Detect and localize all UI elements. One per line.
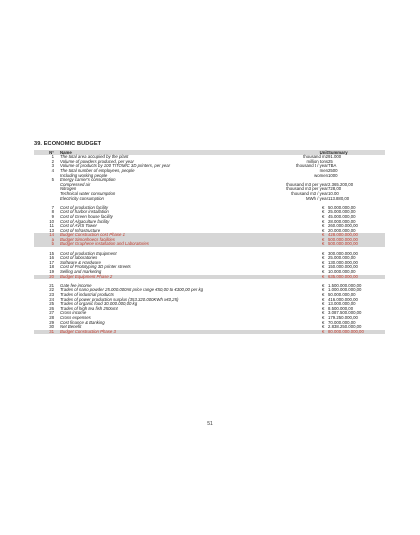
row-name: Volume of products by 100 TITOMIC 3D printers, per year xyxy=(60,163,171,169)
row-currency: € xyxy=(322,204,325,210)
row-number: 20 xyxy=(49,273,54,279)
row-name: Nitrogen xyxy=(60,186,77,192)
row-currency: € xyxy=(322,314,325,320)
row-number: 11 xyxy=(49,223,54,229)
row-number: a xyxy=(51,236,54,242)
row-name: Gate fee income xyxy=(60,282,92,288)
row-value: 1.500.000.000,00 xyxy=(328,282,362,288)
row-currency: € xyxy=(322,250,325,256)
row-name: Cost of harbor installation xyxy=(60,209,109,215)
row-unit: thousand m3 / year xyxy=(291,190,328,196)
row-value: 1.000.000.000,00 xyxy=(328,287,362,293)
row-currency: € xyxy=(322,241,325,247)
row-name: Compressed air xyxy=(60,181,91,187)
row-number: 24 xyxy=(49,296,54,302)
row-value: 45.000.000,00 xyxy=(328,213,356,219)
row-name: Trades of industrial products xyxy=(60,292,114,297)
row-number: 19 xyxy=(49,269,54,275)
row-currency: € xyxy=(322,232,325,238)
row-value: 635.000.000,00 xyxy=(328,273,358,279)
row-name: Cost of production facility xyxy=(60,204,109,210)
row-value: 28.000.000,00 xyxy=(328,218,356,224)
row-value: 113.880,00 xyxy=(328,195,350,201)
row-value: 130.000.000,00 xyxy=(328,259,358,265)
row-currency: € xyxy=(322,301,325,307)
header-num: N° xyxy=(49,150,54,155)
row-value: 10.00 xyxy=(328,190,339,196)
row-number: 28 xyxy=(49,314,54,320)
row-number: 14 xyxy=(49,232,54,238)
row-unit: thousand m3 per year xyxy=(286,181,328,187)
row-currency: € xyxy=(322,319,325,325)
row-number: 25 xyxy=(49,301,54,307)
row-unit: thousand m3 per year xyxy=(286,186,328,192)
row-currency: € xyxy=(322,259,325,265)
row-unit: men xyxy=(319,167,328,173)
row-currency: € xyxy=(322,209,325,215)
row-number: 13 xyxy=(49,227,54,233)
row-number: 8 xyxy=(51,209,54,215)
row-unit: million tons xyxy=(306,158,328,164)
row-number: b xyxy=(51,241,54,247)
row-number: 10 xyxy=(49,218,54,224)
row-currency: € xyxy=(322,236,325,242)
row-currency: € xyxy=(322,328,325,334)
header-summary: Summary xyxy=(328,150,348,155)
row-currency: € xyxy=(322,264,325,270)
row-value: 25.000.000,00 xyxy=(328,255,356,261)
row-number: 23 xyxy=(49,292,54,297)
row-value: 150.000.000,00 xyxy=(328,264,358,270)
row-value: 70.000.000,00 xyxy=(328,319,356,325)
row-name: Cost of production Equipment xyxy=(60,250,117,256)
row-name: Volume of powders produced, per year xyxy=(60,158,134,164)
row-currency: € xyxy=(322,305,325,311)
row-currency: € xyxy=(322,282,325,288)
row-currency: € xyxy=(322,227,325,233)
row-name: Selling and marketing xyxy=(60,269,102,275)
row-value: 2.365.200,00 xyxy=(328,181,354,187)
row-currency: € xyxy=(322,269,325,275)
row-value: 428.000.000,00 xyxy=(328,232,358,238)
row-name: Budget Equipment Phase 2 xyxy=(60,273,113,279)
row-name: Cost finance & Banking xyxy=(60,319,105,325)
row-name: The total area accupied by the plant xyxy=(60,154,129,160)
row-currency: € xyxy=(322,324,325,330)
row-currency: € xyxy=(322,287,325,293)
header-name: Name xyxy=(60,150,72,155)
row-currency: € xyxy=(322,292,325,297)
row-name: Cost of laboratories xyxy=(60,255,98,261)
row-unit: thousand t / year xyxy=(295,163,328,169)
row-name: Net Benefit xyxy=(60,324,82,330)
row-value: 80.000.000.000,00 xyxy=(328,328,364,334)
row-value: 25 xyxy=(328,158,333,164)
row-name: Trades of nano powder 25.000.000mt price range €50,00 to €300,00 per kg xyxy=(60,287,204,293)
row-unit: thousand m2 xyxy=(303,154,328,160)
row-name: The total number of employees, people xyxy=(60,167,135,173)
row-value: 500.000.000,00 xyxy=(328,241,358,247)
row-name: Cost of Infrastructure xyxy=(60,227,101,233)
row-number: 16 xyxy=(49,255,54,261)
row-value: 10.000.000,00 xyxy=(328,269,356,275)
row-name: Cost of AVIS Tower xyxy=(60,223,97,229)
row-value: 2.838.250.000,00 xyxy=(328,324,362,330)
row-name: Cost of Green house facility xyxy=(60,213,113,219)
row-currency: € xyxy=(322,310,325,316)
row-name: Electricity consumption xyxy=(60,195,104,201)
row-value: 179.250.000,00 xyxy=(328,314,358,320)
row-number: 3 xyxy=(51,163,54,169)
row-number: 7 xyxy=(51,204,54,210)
table-row-highlight xyxy=(34,330,385,335)
row-name: Cross expenses xyxy=(60,314,91,320)
row-number: 17 xyxy=(49,259,54,265)
row-unit: women xyxy=(314,172,328,178)
row-value: 91.000 xyxy=(328,154,342,160)
row-value: 2500 xyxy=(328,167,338,173)
row-name: Trades of high tea fish 250omt xyxy=(60,305,118,311)
row-value: 300.000.000,00 xyxy=(328,250,358,256)
row-name: Technical water consumption xyxy=(60,190,116,196)
row-currency: € xyxy=(322,218,325,224)
row-value: 25.000.000,00 xyxy=(328,209,356,215)
row-number: 5 xyxy=(51,177,54,183)
row-name: Including working people xyxy=(60,172,108,178)
row-name: Budget Graphene installation and Laboratories xyxy=(60,241,149,247)
row-name: Budget Construction Phase 3 xyxy=(60,328,116,334)
row-number: 26 xyxy=(49,305,54,311)
row-currency: € xyxy=(322,273,325,279)
row-value: 50.000.000,00 xyxy=(328,204,356,210)
row-number: 21 xyxy=(49,282,54,288)
row-value: 13.000.000,00 xyxy=(328,301,356,307)
row-value: 1000 xyxy=(328,172,338,178)
budget-table xyxy=(34,150,385,334)
row-value: 260.000.000,00 xyxy=(328,223,358,229)
row-name: Trades of power production surplus (353.320.000KWh x€0,25) xyxy=(60,296,179,302)
row-number: 9 xyxy=(51,213,54,219)
row-name: Cost of Algaculture facility xyxy=(60,218,110,224)
row-value: 8.500.000,00 xyxy=(328,305,354,311)
row-value: 50.000.000,00 xyxy=(328,292,356,297)
row-number: 15 xyxy=(49,250,54,256)
table-body xyxy=(34,155,385,334)
row-name: Software & Hardware xyxy=(60,259,101,265)
row-number: 31 xyxy=(49,328,54,334)
row-name: Cost of Prototyping 3D printer streets xyxy=(60,264,131,270)
row-currency: € xyxy=(322,223,325,229)
row-currency: € xyxy=(322,296,325,302)
row-currency: € xyxy=(322,213,325,219)
row-name: Trades of organic food 30.000.000,00 kg xyxy=(60,301,138,307)
row-number: 27 xyxy=(49,310,54,316)
row-value: 3.087.500.000,00 xyxy=(328,310,362,316)
row-name: Energy carrier's consumption xyxy=(60,177,116,183)
row-unit: MWh / year xyxy=(306,195,328,201)
row-number: 1 xyxy=(51,154,54,160)
page-number: 51 xyxy=(207,421,213,427)
row-number: 29 xyxy=(49,319,54,325)
row-number: 30 xyxy=(49,324,54,330)
row-value: 416.000.000,00 xyxy=(328,296,358,302)
row-value: 20.000.000,00 xyxy=(328,227,356,233)
header-unit: Unit xyxy=(319,150,328,155)
row-number: 22 xyxy=(49,287,54,293)
row-number: 4 xyxy=(51,167,54,173)
row-number: 2 xyxy=(51,158,54,164)
row-number: 18 xyxy=(49,264,54,270)
section-title: 39. ECONOMIC BUDGET xyxy=(34,141,102,147)
row-name: Budget Simonhoecs facilities xyxy=(60,236,115,242)
row-value: 500.000.000,00 xyxy=(328,236,358,242)
row-name: Budget Construction cost Phase 1 xyxy=(60,232,125,238)
row-value: TBA xyxy=(328,163,337,169)
row-value: 728,00 xyxy=(328,186,342,192)
row-name: Cross income xyxy=(60,310,87,316)
row-currency: € xyxy=(322,255,325,261)
